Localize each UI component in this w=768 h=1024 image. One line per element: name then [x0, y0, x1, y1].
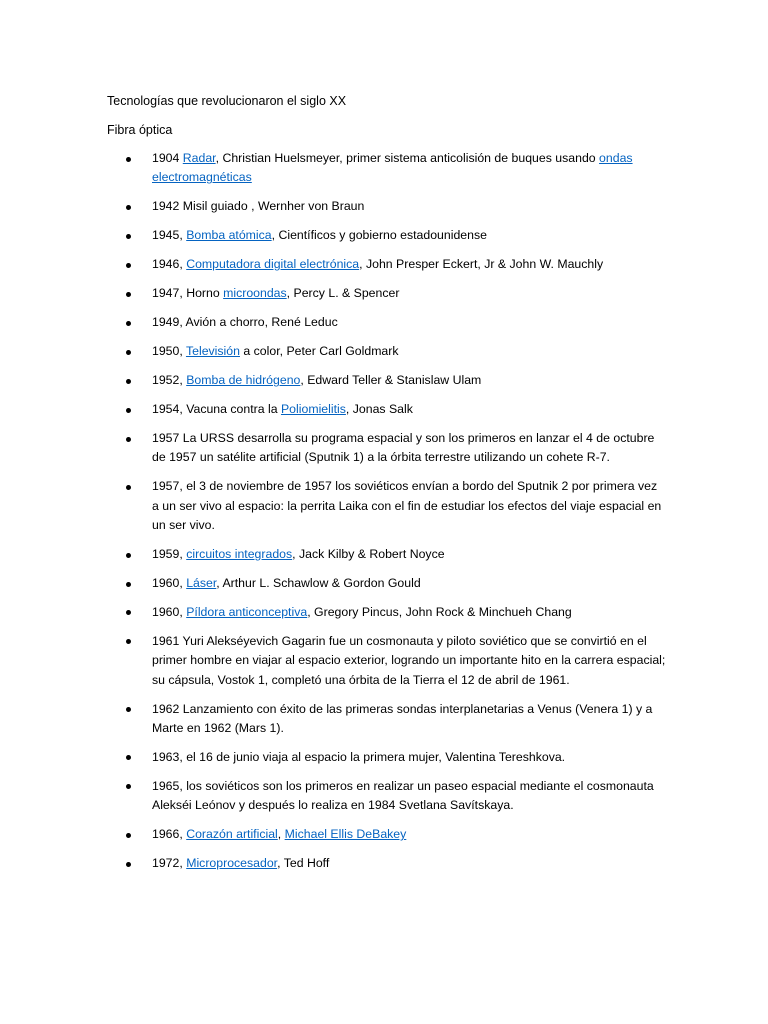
bullet-dot-icon — [126, 784, 131, 789]
bullet-dot-icon — [126, 157, 131, 162]
list-item — [107, 313, 667, 332]
list-item — [107, 226, 667, 245]
bullet-dot-icon — [126, 321, 131, 326]
list-item-text: 1962 Lanzamiento con éxito de las primeras sondas interplanetarias a Venus (Venera 1) y a Marte en 1962 (Mars 1). — [152, 701, 653, 735]
bullet-dot-icon — [126, 707, 131, 712]
list-item-text: 1949, Avión a chorro, René Leduc — [152, 315, 338, 330]
list-item-text: 1957 La URSS desarrolla su programa espacial y son los primeros en lanzar el 4 de octubre de 1957 un satélite artificial (Sputnik 1) a la órbita terrestre utilizando un cohete R-7. — [152, 431, 655, 465]
bullet-dot-icon — [126, 263, 131, 268]
list-item — [107, 632, 667, 690]
list-item-text: 1942 Misil guiado , Wernher von Braun — [152, 199, 365, 214]
list-item — [107, 371, 667, 390]
list-item-text: , Jonas Salk — [345, 402, 413, 417]
bullet-dot-icon — [126, 553, 131, 558]
document-subtitle: Fibra óptica — [107, 123, 173, 137]
list-item — [107, 477, 667, 535]
list-item-text: 1963, el 16 de junio viaja al espacio la primera mujer, Valentina Tereshkova. — [152, 749, 566, 764]
list-item-text: 1952, — [152, 373, 187, 388]
list-item — [107, 545, 667, 564]
list-item-text: , Ted Hoff — [277, 856, 330, 871]
technology-list — [107, 149, 667, 873]
list-item-text: a color, Peter Carl Goldmark — [239, 344, 399, 359]
hyperlink[interactable]: Píldora anticonceptiva — [186, 604, 308, 619]
list-item — [107, 400, 667, 419]
list-item-text: 1965, los soviéticos son los primeros en realizar un paseo espacial mediante el cosmonauta Alekséi Leónov y después lo realiza en 1984 Svetlana Savítskaya. — [152, 778, 654, 813]
list-item-text: 1961 Yuri Alekséyevich Gagarin fue un cosmonauta y piloto soviético que se convirtió en el primer hombre en viajar al espacio exterior, logrando un importante hito en la carrera espacial; su cápsula, Vostok 1, completó una órbita de la Tierra el 12 de abril de 1961. — [152, 633, 666, 687]
list-item — [107, 854, 667, 873]
hyperlink[interactable]: Bomba atómica — [186, 228, 272, 243]
hyperlink[interactable]: Láser — [186, 576, 217, 590]
list-item-text: 1966, — [152, 827, 187, 842]
bullet-dot-icon — [126, 639, 131, 644]
list-item — [107, 748, 667, 767]
hyperlink[interactable]: Bomba de hidrógeno — [186, 373, 301, 388]
hyperlink[interactable]: circuitos integrados — [186, 547, 293, 562]
list-item-text: 1972, — [152, 856, 187, 871]
bullet-dot-icon — [126, 485, 131, 490]
list-item-text: 1959, — [152, 547, 187, 562]
list-item-text: 1904 — [152, 151, 183, 165]
list-item — [107, 825, 667, 844]
bullet-dot-icon — [126, 610, 131, 615]
list-item — [107, 429, 667, 468]
list-item — [107, 197, 667, 216]
document-body — [107, 92, 667, 883]
list-item — [107, 149, 667, 188]
bullet-dot-icon — [126, 379, 131, 384]
hyperlink[interactable]: Televisión — [185, 344, 240, 359]
hyperlink[interactable]: Poliomielitis — [280, 402, 346, 417]
list-item-text: 1945, — [152, 228, 187, 243]
list-item-text: , — [277, 827, 285, 842]
list-item-text: , Edward Teller & Stanislaw Ulam — [300, 373, 482, 388]
list-item-text: , Christian Huelsmeyer, primer sistema anticolisión de buques usando — [215, 151, 600, 165]
document-title: Tecnologías que revolucionaron el siglo XX — [107, 94, 347, 108]
list-item-text: 1960, — [152, 604, 187, 619]
list-item-text: 1947, Horno — [152, 286, 224, 301]
list-item — [107, 342, 667, 361]
bullet-dot-icon — [126, 862, 131, 867]
bullet-dot-icon — [126, 437, 131, 442]
hyperlink[interactable]: Radar — [182, 151, 216, 165]
list-item-text: 1950, — [152, 344, 186, 359]
bullet-dot-icon — [126, 350, 131, 355]
list-item-text: , Científicos y gobierno estadounidense — [271, 228, 487, 243]
list-item — [107, 700, 667, 739]
hyperlink[interactable]: Corazón artificial — [186, 827, 278, 842]
hyperlink[interactable]: Computadora digital electrónica — [186, 257, 360, 272]
bullet-dot-icon — [126, 408, 131, 413]
hyperlink[interactable]: ondas electromagnéticas — [152, 151, 633, 185]
list-item-text: 1954, Vacuna contra la — [152, 402, 281, 417]
list-item-text: , Percy L. & Spencer — [286, 286, 400, 301]
hyperlink[interactable]: Michael Ellis DeBakey — [284, 827, 407, 842]
list-item — [107, 777, 667, 816]
hyperlink[interactable]: Microprocesador — [186, 856, 278, 871]
list-item — [107, 603, 667, 622]
bullet-dot-icon — [126, 292, 131, 297]
list-item-text: , Gregory Pincus, John Rock & Minchueh Chang — [307, 604, 572, 619]
bullet-dot-icon — [126, 755, 131, 760]
list-item-text: 1960, — [152, 576, 187, 590]
list-item — [107, 255, 667, 274]
bullet-dot-icon — [126, 205, 131, 210]
bullet-dot-icon — [126, 833, 131, 838]
list-item-text: 1957, el 3 de noviembre de 1957 los soviéticos envían a bordo del Sputnik 2 por primera vez a un ser vivo al espacio: la perrita Laika con el fin de estudiar los efectos del viaje espacial en un ser vivo. — [152, 479, 662, 533]
bullet-dot-icon — [126, 234, 131, 239]
list-item — [107, 284, 667, 303]
list-item-text: 1946, — [152, 257, 187, 272]
list-item-text: , John Presper Eckert, Jr & John W. Mauchly — [359, 257, 604, 272]
hyperlink[interactable]: microondas — [223, 286, 287, 301]
list-item — [107, 574, 667, 593]
list-item-text: , Arthur L. Schawlow & Gordon Gould — [216, 576, 421, 590]
list-item-text: , Jack Kilby & Robert Noyce — [292, 547, 445, 562]
bullet-dot-icon — [126, 582, 131, 587]
